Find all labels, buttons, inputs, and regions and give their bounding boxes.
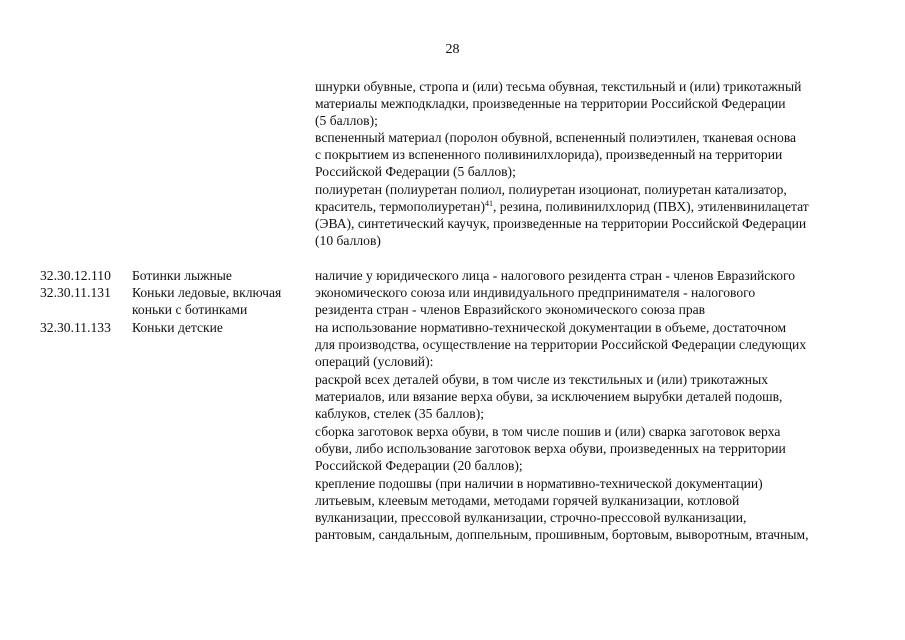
requirement-line: каблуков, стелек (35 баллов);: [315, 406, 485, 421]
text-line: полиуретан (полиуретан полиол, полиуретан изоционат, полиуретан катализатор,: [315, 182, 787, 197]
text-line-with-footnote: [315, 198, 809, 215]
page-number: 28: [445, 42, 460, 57]
product-code: 32.30.11.131: [40, 285, 111, 300]
text-line: Российской Федерации (5 баллов);: [315, 164, 516, 179]
product-name: Коньки детские: [132, 320, 223, 335]
product-name: Ботинки лыжные: [132, 268, 232, 283]
text-segment: краситель, термополиуретан): [315, 199, 485, 214]
requirement-line: литьевым, клеевым методами, методами горячей вулканизации, котловой: [315, 493, 740, 508]
text-line: вспененный материал (поролон обувной, вспененный полиэтилен, тканевая основа: [315, 130, 797, 145]
requirement-line: резидента стран - членов Евразийского экономического союза прав: [315, 302, 706, 317]
requirement-line: рантовым, сандальным, доппельным, прошивным, бортовым, выворотным, втачным,: [315, 527, 809, 542]
requirement-line: раскрой всех деталей обуви, в том числе из текстильных и (или) трикотажных: [315, 372, 769, 387]
requirement-line: вулканизации, прессовой вулканизации, строчно-прессовой вулканизации,: [315, 510, 747, 525]
text-line: (10 баллов): [315, 233, 381, 248]
text-line: (ЭВА), синтетический каучук, произведенные на территории Российской Федерации: [315, 216, 807, 231]
requirement-line: операций (условий):: [315, 354, 434, 369]
requirement-line: на использование нормативно-технической документации в объеме, достаточном: [315, 320, 787, 335]
footnote-reference: 41: [484, 199, 493, 208]
product-code: 32.30.12.110: [40, 268, 111, 283]
product-name: коньки с ботинками: [132, 302, 248, 317]
text-line: с покрытием из вспененного поливинилхлорида), произведенный на территории: [315, 147, 783, 162]
requirement-line: Российской Федерации (20 баллов);: [315, 458, 523, 473]
text-line: (5 баллов);: [315, 113, 378, 128]
requirement-line: материалов, или вязание верха обуви, за исключением вырубки деталей подошв,: [315, 389, 783, 404]
product-name: Коньки ледовые, включая: [132, 285, 282, 300]
product-code: 32.30.11.133: [40, 320, 111, 335]
requirement-line: для производства, осуществление на территории Российской Федерации следующих: [315, 337, 807, 352]
requirement-line: обуви, либо использование заготовок верха обуви, произведенных на территории: [315, 441, 786, 456]
requirement-line: экономического союза или индивидуального предпринимателя - налогового: [315, 285, 756, 300]
requirement-line: сборка заготовок верха обуви, в том числе пошив и (или) сварка заготовок верха: [315, 424, 781, 439]
requirement-line: наличие у юридического лица - налогового резидента стран - членов Евразийского: [315, 268, 796, 283]
text-line: материалы межподкладки, произведенные на территории Российской Федерации: [315, 96, 786, 111]
requirement-line: крепление подошвы (при наличии в нормативно-технической документации): [315, 476, 763, 491]
text-line: шнурки обувные, стропа и (или) тесьма обувная, текстильный и (или) трикотажный: [315, 79, 802, 94]
text-segment: , резина, поливинилхлорид (ПВХ), этиленвинилацетат: [492, 199, 809, 214]
